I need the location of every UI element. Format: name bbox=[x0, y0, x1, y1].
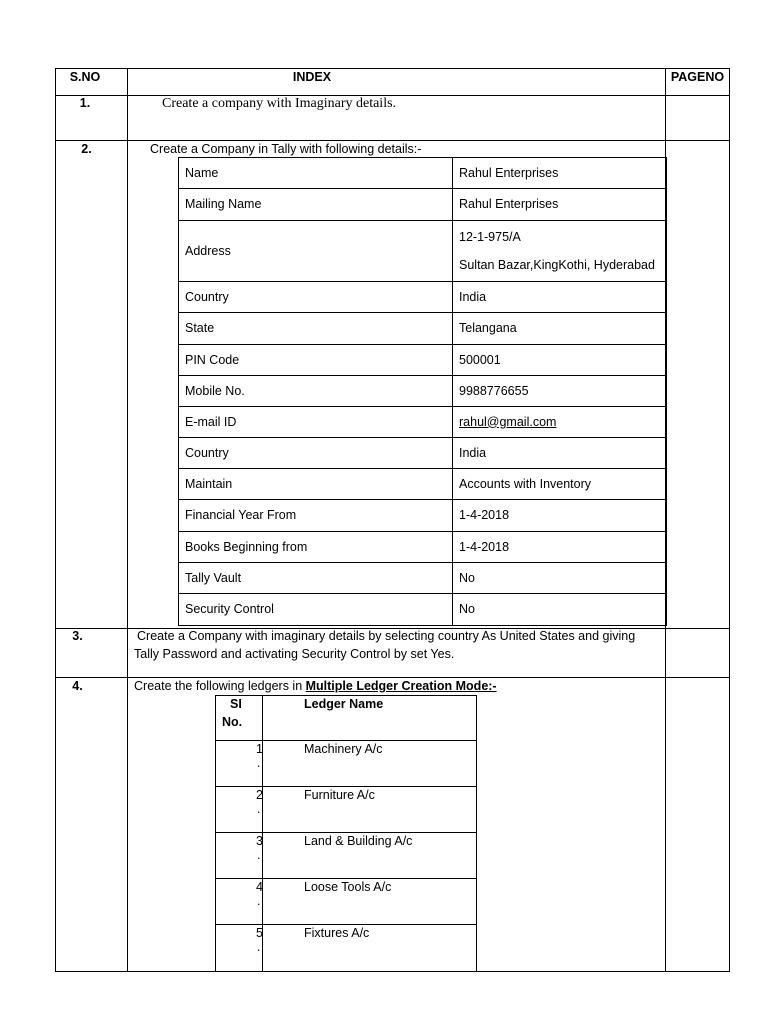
ledger-row-name: Machinery A/c bbox=[304, 742, 383, 756]
item-3-text-line2: Tally Password and activating Security Control by set Yes. bbox=[134, 647, 455, 661]
company-detail-row bbox=[179, 500, 667, 532]
company-detail-label: Name bbox=[179, 158, 453, 189]
company-detail-row bbox=[179, 313, 667, 345]
company-detail-value bbox=[453, 563, 667, 594]
company-details-table bbox=[178, 157, 667, 626]
row-divider-3 bbox=[55, 677, 730, 678]
company-detail-label: Address bbox=[179, 221, 453, 282]
company-detail-value-text: Telangana bbox=[459, 321, 517, 335]
company-detail-row bbox=[179, 282, 667, 313]
item-1-text: Create a company with Imaginary details. bbox=[162, 96, 397, 111]
company-detail-label: Books Beginning from bbox=[179, 532, 453, 563]
ledger-row-dot: . bbox=[257, 848, 261, 862]
company-detail-row bbox=[179, 407, 667, 438]
company-detail-value bbox=[453, 158, 667, 189]
company-detail-value bbox=[453, 469, 667, 500]
company-detail-row bbox=[179, 189, 667, 221]
ledger-row-dot: . bbox=[257, 894, 261, 908]
item-4-text-prefix: Create the following ledgers in bbox=[134, 679, 306, 693]
company-detail-row bbox=[179, 221, 667, 282]
ledger-row-number: 1 bbox=[256, 742, 263, 756]
item-2-text: Create a Company in Tally with following details:- bbox=[150, 142, 422, 156]
company-detail-label: Country bbox=[179, 282, 453, 313]
ledger-row-divider bbox=[215, 878, 477, 879]
company-detail-label: Mobile No. bbox=[179, 376, 453, 407]
company-detail-row bbox=[179, 532, 667, 563]
item-1-sno: 1. bbox=[79, 96, 91, 110]
ledger-row-number: 3 bbox=[256, 834, 263, 848]
company-detail-row bbox=[179, 563, 667, 594]
company-detail-value bbox=[453, 221, 667, 282]
company-detail-value-text: India bbox=[459, 289, 487, 304]
company-detail-label: Mailing Name bbox=[179, 189, 453, 221]
item-4-text-emphasis: Multiple Ledger Creation Mode:- bbox=[305, 679, 497, 693]
ledger-row-divider bbox=[215, 924, 477, 925]
company-detail-row bbox=[179, 345, 667, 376]
company-detail-value bbox=[453, 282, 667, 313]
company-detail-value-text: No bbox=[459, 570, 475, 585]
company-detail-row bbox=[179, 438, 667, 469]
item-4-sno: 4. bbox=[72, 679, 83, 693]
ledger-row-dot: . bbox=[257, 940, 261, 954]
address-line-1: 12-1-975/A bbox=[459, 229, 521, 244]
company-detail-label: PIN Code bbox=[179, 345, 453, 376]
company-detail-value-text: 1-4-2018 bbox=[459, 539, 510, 554]
company-detail-label: Maintain bbox=[179, 469, 453, 500]
ledger-row-name: Land & Building A/c bbox=[304, 834, 413, 848]
company-detail-value-text: Rahul Enterprises bbox=[459, 197, 559, 211]
company-detail-value bbox=[453, 345, 667, 376]
company-detail-label: Country bbox=[179, 438, 453, 469]
company-detail-row bbox=[179, 594, 667, 626]
company-detail-label: E-mail ID bbox=[179, 407, 453, 438]
company-detail-label: Security Control bbox=[179, 594, 453, 626]
item-4-text bbox=[134, 679, 497, 694]
ledger-row-dot: . bbox=[257, 802, 261, 816]
ledger-row-dot: . bbox=[257, 756, 261, 770]
ledger-header-no: No. bbox=[222, 715, 243, 729]
company-detail-value-text: Rahul Enterprises bbox=[459, 165, 559, 180]
company-detail-value-text: 1-4-2018 bbox=[459, 508, 510, 522]
company-detail-label: Tally Vault bbox=[179, 563, 453, 594]
address-line-2: Sultan Bazar,KingKothi, Hyderabad bbox=[459, 257, 655, 272]
ledger-row-divider bbox=[215, 786, 477, 787]
company-detail-label: State bbox=[179, 313, 453, 345]
company-detail-value-text: 500001 bbox=[459, 352, 501, 367]
company-detail-row bbox=[179, 469, 667, 500]
item-3-sno: 3. bbox=[72, 629, 83, 643]
row-divider-1 bbox=[55, 140, 730, 141]
ledger-row-number: 4 bbox=[256, 880, 263, 894]
company-detail-value bbox=[453, 407, 667, 438]
header-sno: S.NO bbox=[69, 70, 101, 84]
company-detail-value bbox=[453, 313, 667, 345]
column-divider-sno bbox=[127, 68, 128, 972]
ledger-row-number: 5 bbox=[256, 926, 263, 940]
ledger-row-name: Furniture A/c bbox=[304, 788, 375, 802]
ledger-row-number: 2 bbox=[256, 788, 263, 802]
company-detail-value bbox=[453, 376, 667, 407]
company-detail-value-text: India bbox=[459, 445, 487, 460]
item-2-sno: 2. bbox=[81, 142, 92, 156]
ledger-header-name: Ledger Name bbox=[304, 697, 384, 711]
company-detail-value bbox=[453, 189, 667, 221]
ledger-row-divider bbox=[215, 832, 477, 833]
company-detail-value-text: 9988776655 bbox=[459, 383, 529, 398]
ledger-header-si: SI bbox=[230, 697, 242, 711]
company-detail-value bbox=[453, 532, 667, 563]
company-detail-row bbox=[179, 158, 667, 189]
ledger-row-divider bbox=[215, 740, 477, 741]
ledger-table bbox=[215, 695, 477, 972]
company-detail-value bbox=[453, 500, 667, 532]
company-detail-row bbox=[179, 376, 667, 407]
company-detail-value-text: Accounts with Inventory bbox=[459, 476, 592, 491]
header-index: INDEX bbox=[292, 70, 332, 84]
ledger-row-name: Fixtures A/c bbox=[304, 926, 370, 940]
company-detail-value bbox=[453, 594, 667, 626]
email-link[interactable]: rahul@gmail.com bbox=[459, 414, 557, 429]
header-pageno: PAGENO bbox=[670, 70, 725, 84]
ledger-row-name: Loose Tools A/c bbox=[304, 880, 392, 894]
company-detail-value bbox=[453, 438, 667, 469]
item-3-text-line1: Create a Company with imaginary details by selecting country As United States and giving bbox=[137, 629, 636, 643]
company-detail-label: Financial Year From bbox=[179, 500, 453, 532]
company-detail-value-text: No bbox=[459, 602, 475, 616]
